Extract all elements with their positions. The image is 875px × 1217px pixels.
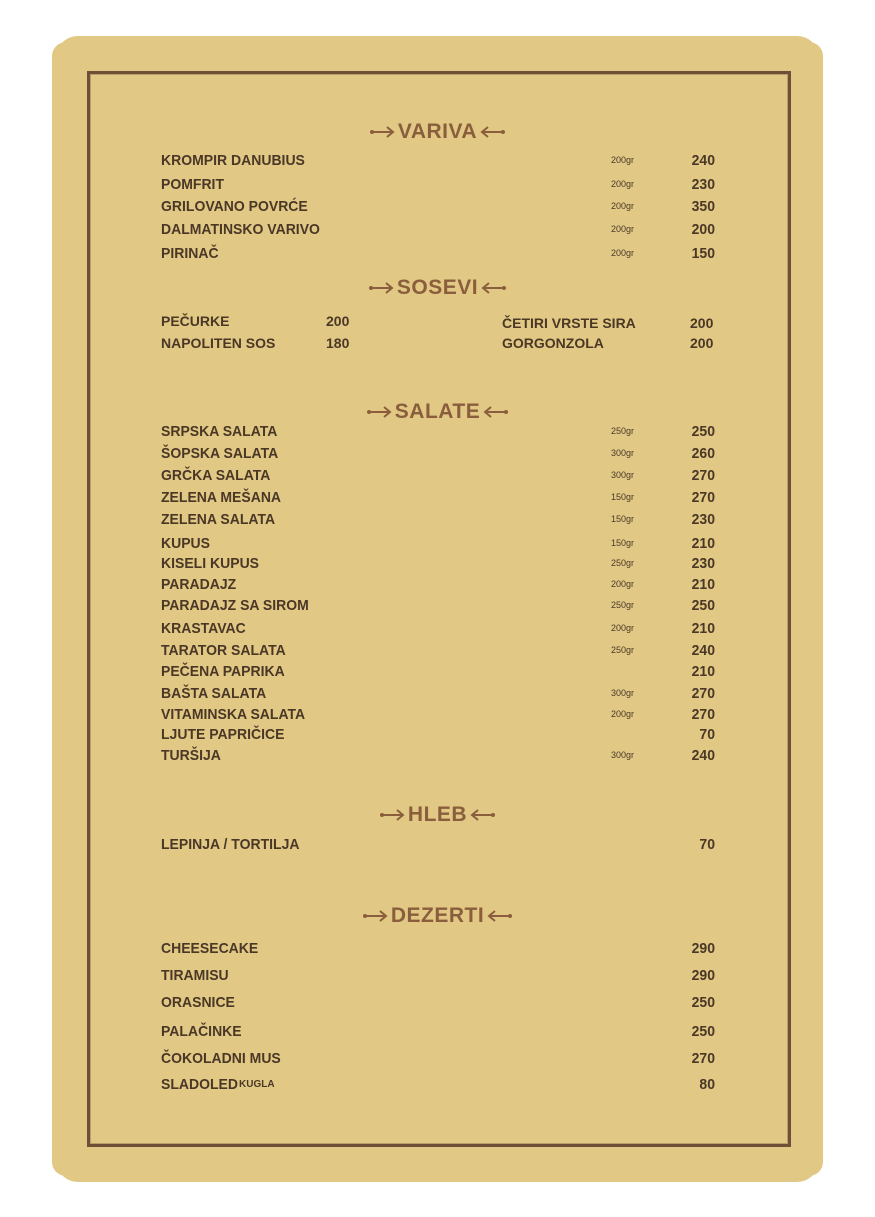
- menu-row: [161, 152, 715, 173]
- item-quantity: 300gr: [611, 469, 635, 481]
- item-quantity: 200gr: [611, 200, 635, 212]
- section-title-text: SOSEVI: [396, 276, 479, 299]
- item-quantity: 200gr: [611, 578, 635, 590]
- menu-row: [161, 511, 715, 532]
- menu-row: [161, 245, 715, 266]
- item-name: PIRINAČ: [161, 244, 219, 262]
- menu-row: [161, 747, 715, 768]
- section-title-hleb: [0, 803, 875, 827]
- item-price: 270: [691, 705, 715, 723]
- item-name: TARATOR SALATA: [161, 641, 286, 659]
- menu-row: [161, 597, 715, 618]
- item-price: 210: [691, 575, 715, 593]
- item-name: ŠOPSKA SALATA: [161, 444, 279, 462]
- menu-row: [161, 423, 715, 444]
- anchor-arrow-right-icon: [369, 281, 395, 295]
- sos-item-name: GORGONZOLA: [502, 335, 604, 351]
- menu-row: [161, 489, 715, 510]
- item-price: 230: [691, 175, 715, 193]
- item-price: 210: [691, 619, 715, 637]
- item-price: 70: [699, 725, 715, 743]
- sos-item-price: 200: [326, 313, 350, 329]
- sos-item-price: 200: [690, 315, 714, 331]
- section-title-variva: [0, 120, 875, 144]
- menu-row: [161, 685, 715, 706]
- item-name: VITAMINSKA SALATA: [161, 705, 306, 723]
- item-name: SLADOLED: [161, 1075, 238, 1093]
- item-price: 270: [691, 684, 715, 702]
- menu-row: [161, 663, 715, 684]
- item-name: LJUTE PAPRIČICE: [161, 725, 285, 743]
- anchor-arrow-right-icon: [363, 909, 389, 923]
- item-quantity: 300gr: [611, 749, 635, 761]
- item-name: POMFRIT: [161, 175, 224, 193]
- item-name: TURŠIJA: [161, 746, 221, 764]
- menu-row: [161, 467, 715, 488]
- item-name: KUPUS: [161, 534, 211, 552]
- menu-row: [161, 535, 715, 556]
- item-quantity: 250gr: [611, 599, 635, 611]
- menu-row: [161, 940, 715, 961]
- item-price: 250: [691, 596, 715, 614]
- item-name: SRPSKA SALATA: [161, 422, 278, 440]
- item-name: DALMATINSKO VARIVO: [161, 220, 320, 238]
- item-quantity: 150gr: [611, 537, 635, 549]
- menu-row: [161, 642, 715, 663]
- item-price: 240: [691, 641, 715, 659]
- menu-row: [161, 1050, 715, 1071]
- item-price: 290: [691, 939, 715, 957]
- sos-item-name: PEČURKE: [161, 313, 230, 329]
- menu-row: [161, 726, 715, 747]
- sos-item-name: ČETIRI VRSTE SIRA: [502, 315, 636, 331]
- anchor-arrow-left-icon: [480, 281, 506, 295]
- item-price: 240: [691, 151, 715, 169]
- item-name: GRČKA SALATA: [161, 466, 271, 484]
- menu-row: [161, 620, 715, 641]
- item-name: KROMPIR DANUBIUS: [161, 151, 305, 169]
- item-name: LEPINJA / TORTILJA: [161, 835, 300, 853]
- item-price: 250: [691, 422, 715, 440]
- item-name: ZELENA SALATA: [161, 510, 276, 528]
- menu-row: [161, 994, 715, 1015]
- item-price: 150: [691, 244, 715, 262]
- item-price: 230: [691, 510, 715, 528]
- anchor-arrow-left-icon: [469, 808, 495, 822]
- item-quantity: 250gr: [611, 644, 635, 656]
- item-name: BAŠTA SALATA: [161, 684, 267, 702]
- section-title-text: SALATE: [394, 400, 481, 423]
- section-title-text: VARIVA: [397, 120, 478, 143]
- item-name: ZELENA MEŠANA: [161, 488, 282, 506]
- item-price: 290: [691, 966, 715, 984]
- item-price: 210: [691, 662, 715, 680]
- item-price: 70: [699, 835, 715, 853]
- menu-row: [161, 198, 715, 219]
- item-name: PARADAJZ SA SIROM: [161, 596, 309, 614]
- item-quantity: 200gr: [611, 154, 635, 166]
- item-price: 270: [691, 488, 715, 506]
- item-quantity: 300gr: [611, 447, 635, 459]
- section-title-salate: [0, 400, 875, 424]
- anchor-arrow-left-icon: [479, 125, 505, 139]
- item-price: 80: [699, 1075, 715, 1093]
- item-price: 350: [691, 197, 715, 215]
- anchor-arrow-right-icon: [380, 808, 406, 822]
- item-name: PARADAJZ: [161, 575, 237, 593]
- menu-row: [161, 1023, 715, 1044]
- sos-item-price: 180: [326, 335, 350, 351]
- menu-row: [161, 967, 715, 988]
- item-name: TIRAMISU: [161, 966, 229, 984]
- item-price: 200: [691, 220, 715, 238]
- item-price: 270: [691, 1049, 715, 1067]
- item-quantity: 150gr: [611, 513, 635, 525]
- item-name: ORASNICE: [161, 993, 235, 1011]
- item-name: PEČENA PAPRIKA: [161, 662, 285, 680]
- item-price: 250: [691, 993, 715, 1011]
- anchor-arrow-left-icon: [486, 909, 512, 923]
- section-title-text: HLEB: [407, 803, 468, 826]
- item-price: 270: [691, 466, 715, 484]
- section-title-dezerti: [0, 904, 875, 928]
- item-quantity: 150gr: [611, 491, 635, 503]
- section-title-text: DEZERTI: [390, 904, 485, 927]
- menu-row: [161, 1076, 715, 1097]
- item-price: 230: [691, 554, 715, 572]
- item-quantity: 300gr: [611, 687, 635, 699]
- menu-row: [161, 221, 715, 242]
- menu-row: [161, 555, 715, 576]
- item-quantity: 200gr: [611, 223, 635, 235]
- sos-item-name: NAPOLITEN SOS: [161, 335, 276, 351]
- item-quantity: 200gr: [611, 247, 635, 259]
- anchor-arrow-left-icon: [482, 405, 508, 419]
- item-quantity: 200gr: [611, 622, 635, 634]
- item-name: ČOKOLADNI MUS: [161, 1049, 281, 1067]
- item-name: KISELI KUPUS: [161, 554, 260, 572]
- anchor-arrow-right-icon: [367, 405, 393, 419]
- item-price: 250: [691, 1022, 715, 1040]
- menu-row: [161, 706, 715, 727]
- menu-row: [161, 445, 715, 466]
- menu-row: [161, 176, 715, 197]
- item-quantity: 200gr: [611, 708, 635, 720]
- item-name: PALAČINKE: [161, 1022, 242, 1040]
- item-quantity: 250gr: [611, 425, 635, 437]
- item-name: GRILOVANO POVRĆE: [161, 197, 308, 215]
- menu-row: [161, 576, 715, 597]
- item-quantity: 200gr: [611, 178, 635, 190]
- menu-row: [161, 836, 715, 857]
- item-name: KRASTAVAC: [161, 619, 246, 637]
- item-suffix: KUGLA: [239, 1078, 275, 1091]
- item-price: 260: [691, 444, 715, 462]
- item-quantity: 250gr: [611, 557, 635, 569]
- item-name: CHEESECAKE: [161, 939, 259, 957]
- item-price: 240: [691, 746, 715, 764]
- item-price: 210: [691, 534, 715, 552]
- anchor-arrow-right-icon: [370, 125, 396, 139]
- section-title-sosevi: [0, 276, 875, 300]
- sos-item-price: 200: [690, 335, 714, 351]
